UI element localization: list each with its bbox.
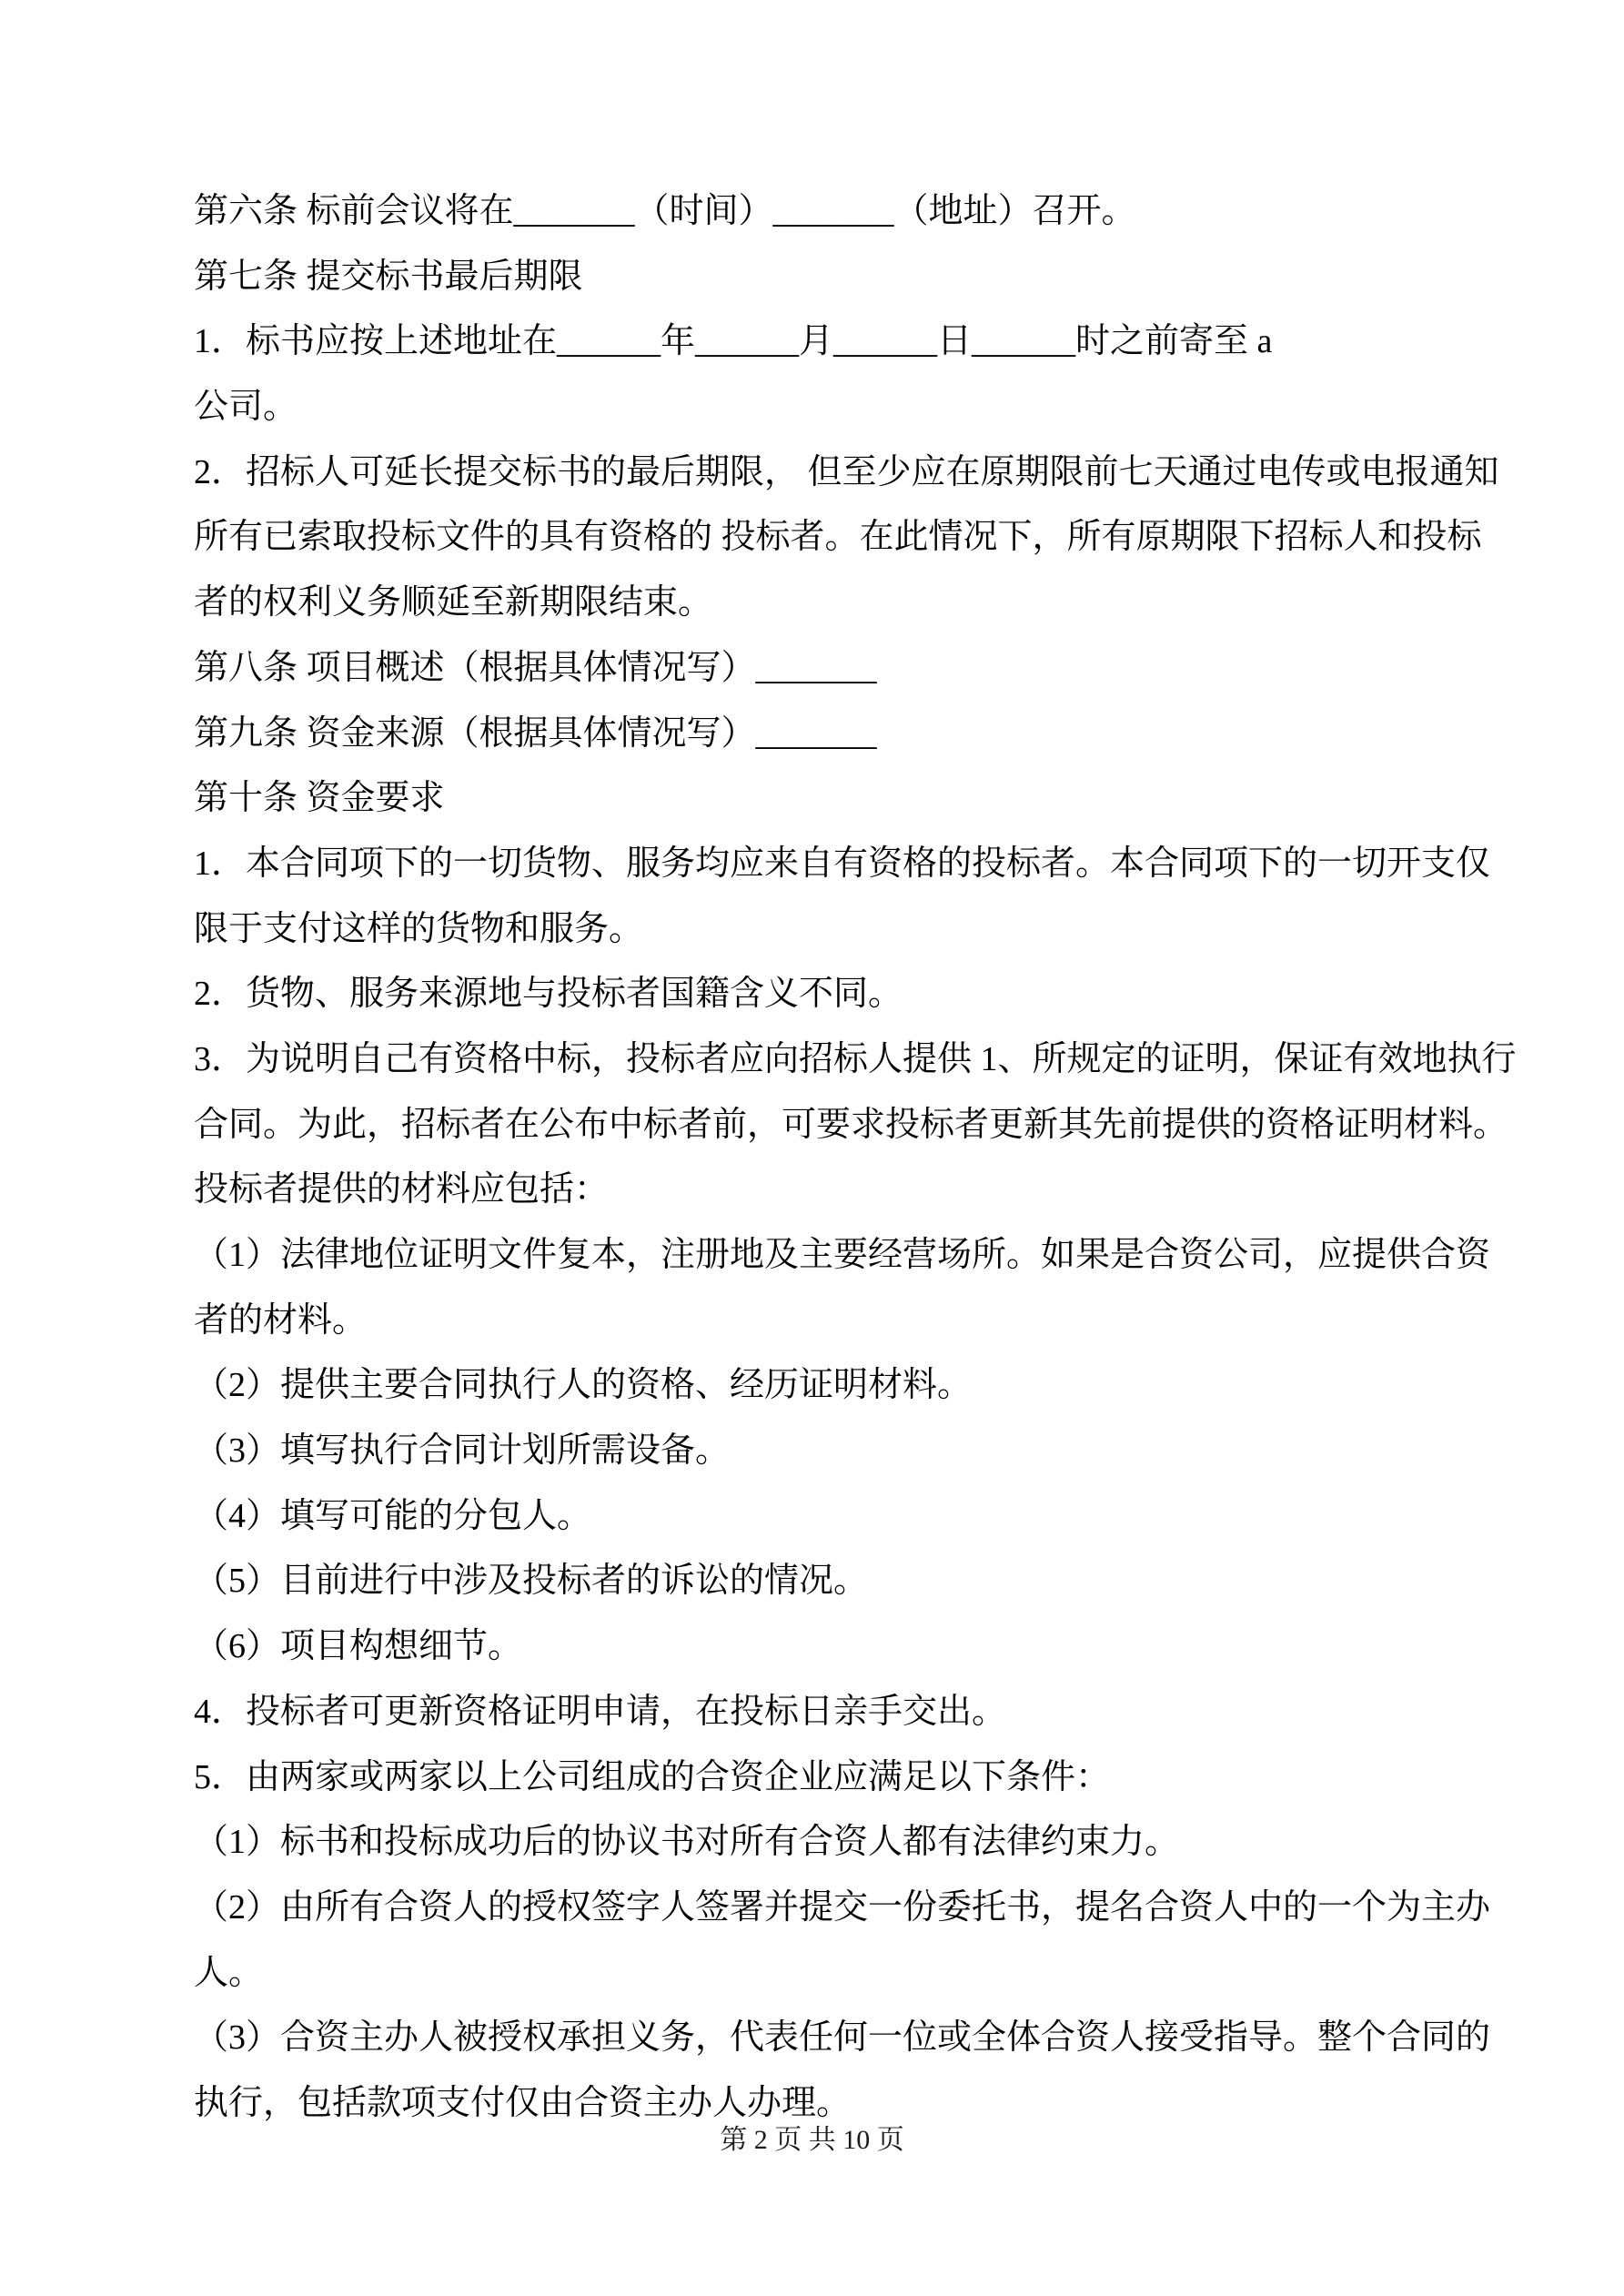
document-line: （5）目前进行中涉及投标者的诉讼的情况。 [194,1562,869,1601]
document-line: （1）标书和投标成功后的协议书对所有合资人都有法律约束力。 [194,1823,1180,1862]
document-line: 限于支付这样的货物和服务。 [194,909,644,948]
document-line: （3）填写执行合同计划所需设备。 [194,1431,731,1471]
document-line: （2）由所有合资人的授权签字人签署并提交一份委托书，提名合资人中的一个为主办 [194,1887,1491,1927]
article-heading-line: 第六条 标前会议将在_______（时间）_______（地址）召开。 [194,192,1136,230]
article-heading-line: 第七条 提交标书最后期限 [194,257,583,296]
article-heading-line: 第十条 资金要求 [194,779,445,818]
document-line: 公司。 [194,388,298,427]
document-line: 人。 [194,1953,264,1992]
document-body [194,179,1517,2137]
document-line: 合同。为此，招标者在公布中标者前，可要求投标者更新其先前提供的资格证明材料。 [194,1105,1508,1144]
document-line: 执行，包括款项支付仅由合资主办人办理。 [194,2083,852,2122]
document-line: 1．本合同项下的一切货物、服务均应来自有资格的投标者。本合同项下的一切开支仅 [194,844,1491,883]
document-line: （2）提供主要合同执行人的资格、经历证明材料。 [194,1366,973,1405]
document-line: 投标者提供的材料应包括： [194,1170,610,1209]
article-heading-line: 第九条 资金来源（根据具体情况写）_______ [194,713,877,753]
document-line: 者的权利义务顺延至新期限结束。 [194,583,713,622]
document-line: 2．招标人可延长提交标书的最后期限， 但至少应在原期限前七天通过电传或电报通知 [194,452,1499,491]
document-line: 5．由两家或两家以上公司组成的合资企业应满足以下条件： [194,1757,1111,1796]
document-line: 者的材料。 [194,1300,368,1340]
document-line: （1）法律地位证明文件复本，注册地及主要经营场所。如果是合资公司，应提供合资 [194,1236,1491,1274]
page-footer: 第 2 页 共 10 页 [720,2125,904,2155]
document-line: 3．为说明自己有资格中标，投标者应向招标人提供 1、所规定的证明，保证有效地执行 [194,1039,1517,1078]
document-line: 1．标书应按上述地址在______年______月______日______时之前寄至 a [194,322,1273,361]
document-line: 2．货物、服务来源地与投标者国籍含义不同。 [194,975,903,1014]
article-heading-line: 第八条 项目概述（根据具体情况写）_______ [194,648,877,687]
document-line: （4）填写可能的分包人。 [194,1496,592,1535]
document-line: 4．投标者可更新资格证明申请，在投标日亲手交出。 [194,1692,1007,1731]
document-line: 所有已索取投标文件的具有资格的 投标者。在此情况下，所有原期限下招标人和投标 [194,518,1482,557]
document-line: （3）合资主办人被授权承担义务，代表任何一位或全体合资人接受指导。整个合同的 [194,2018,1491,2058]
document-line: （6）项目构想细节。 [194,1627,523,1666]
